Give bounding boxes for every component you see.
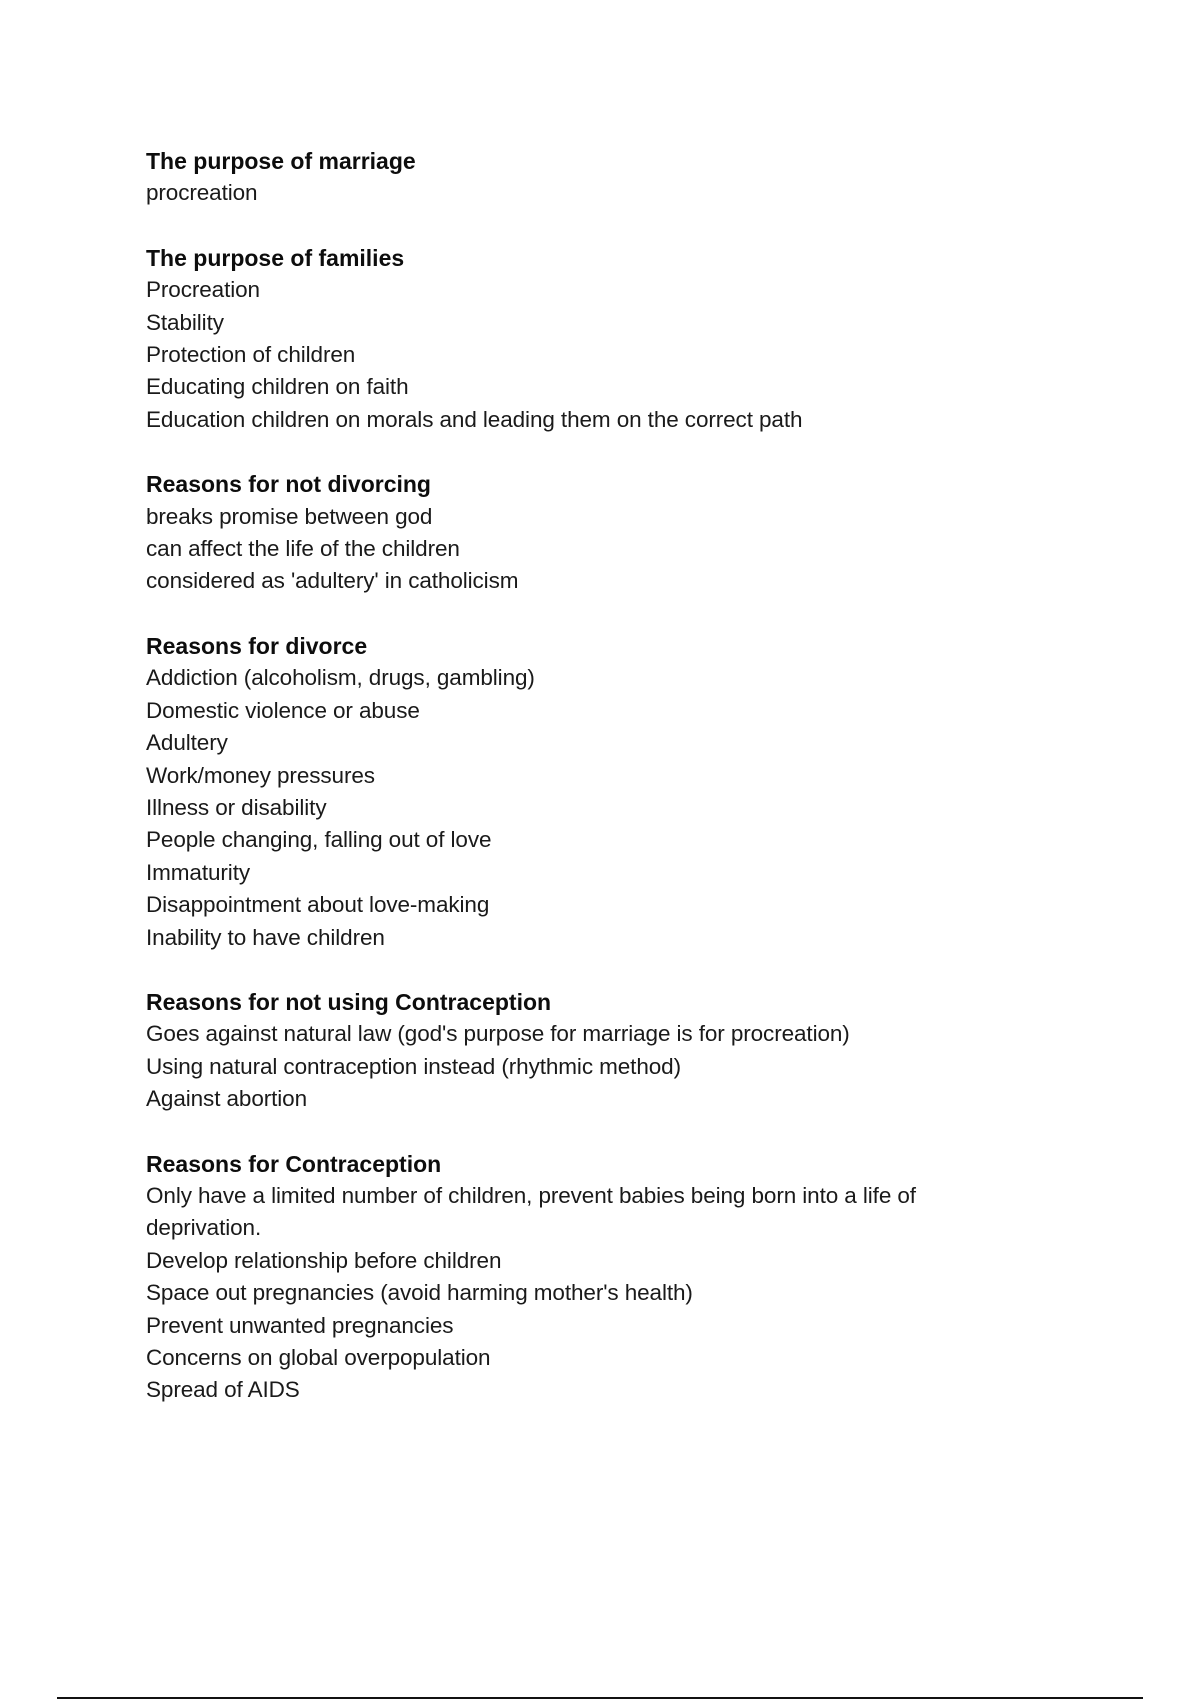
list-item: Protection of children bbox=[146, 342, 356, 368]
list-item: Against abortion bbox=[146, 1086, 308, 1112]
list-item: Addiction (alcoholism, drugs, gambling) bbox=[146, 665, 535, 691]
list-item: Adultery bbox=[146, 730, 228, 756]
section-purpose-of-families bbox=[146, 242, 1046, 436]
list-item: Develop relationship before children bbox=[146, 1247, 502, 1273]
section-heading: Reasons for not using Contraception bbox=[146, 988, 552, 1015]
section-purpose-of-marriage bbox=[146, 145, 1046, 210]
section-lines bbox=[146, 1018, 1046, 1115]
section-heading: Reasons for not divorcing bbox=[146, 471, 431, 498]
list-item: Stability bbox=[146, 309, 224, 335]
footer-divider bbox=[57, 1697, 1143, 1699]
list-item: Procreation bbox=[146, 277, 260, 303]
list-item: Concerns on global overpopulation bbox=[146, 1345, 491, 1370]
section-reasons-for-divorce bbox=[146, 630, 1046, 954]
list-item: breaks promise between god bbox=[146, 503, 433, 529]
list-item: can affect the life of the children bbox=[146, 536, 460, 562]
section-lines bbox=[146, 662, 1046, 954]
section-lines bbox=[146, 177, 1046, 209]
list-item: Inability to have children bbox=[146, 924, 385, 950]
section-reasons-for-contraception bbox=[146, 1148, 1046, 1407]
list-item: Illness or disability bbox=[146, 794, 327, 820]
section-lines bbox=[146, 274, 1046, 436]
section-lines bbox=[146, 1180, 1046, 1407]
list-item: Spread of AIDS bbox=[146, 1377, 300, 1403]
list-item: Domestic violence or abuse bbox=[146, 697, 420, 723]
list-item: Using natural contraception instead (rhythmic method) bbox=[146, 1053, 681, 1079]
list-item: Educating children on faith bbox=[146, 374, 409, 400]
section-lines bbox=[146, 501, 1046, 598]
list-item: deprivation. bbox=[146, 1215, 262, 1241]
section-heading: The purpose of marriage bbox=[146, 148, 416, 174]
list-item: Education children on morals and leading them on the correct path bbox=[146, 406, 803, 432]
list-item: Goes against natural law (god's purpose for marriage is for procreation) bbox=[146, 1021, 850, 1047]
list-item: Prevent unwanted pregnancies bbox=[146, 1312, 454, 1338]
list-item: considered as 'adultery' in catholicism bbox=[146, 568, 519, 594]
list-item: Only have a limited number of children, prevent babies being born into a life of bbox=[146, 1182, 916, 1208]
section-heading: Reasons for divorce bbox=[146, 632, 368, 659]
section-reasons-not-contraception bbox=[146, 986, 1046, 1116]
list-item: procreation bbox=[146, 180, 258, 206]
document-body bbox=[146, 145, 1046, 1439]
section-reasons-not-divorcing bbox=[146, 468, 1046, 598]
section-heading: Reasons for Contraception bbox=[146, 1150, 442, 1177]
list-item: Disappointment about love-making bbox=[146, 892, 490, 918]
list-item: Work/money pressures bbox=[146, 762, 375, 788]
list-item: Immaturity bbox=[146, 859, 251, 885]
list-item: People changing, falling out of love bbox=[146, 827, 492, 853]
list-item: Space out pregnancies (avoid harming mother's health) bbox=[146, 1280, 693, 1306]
section-heading: The purpose of families bbox=[146, 244, 405, 271]
